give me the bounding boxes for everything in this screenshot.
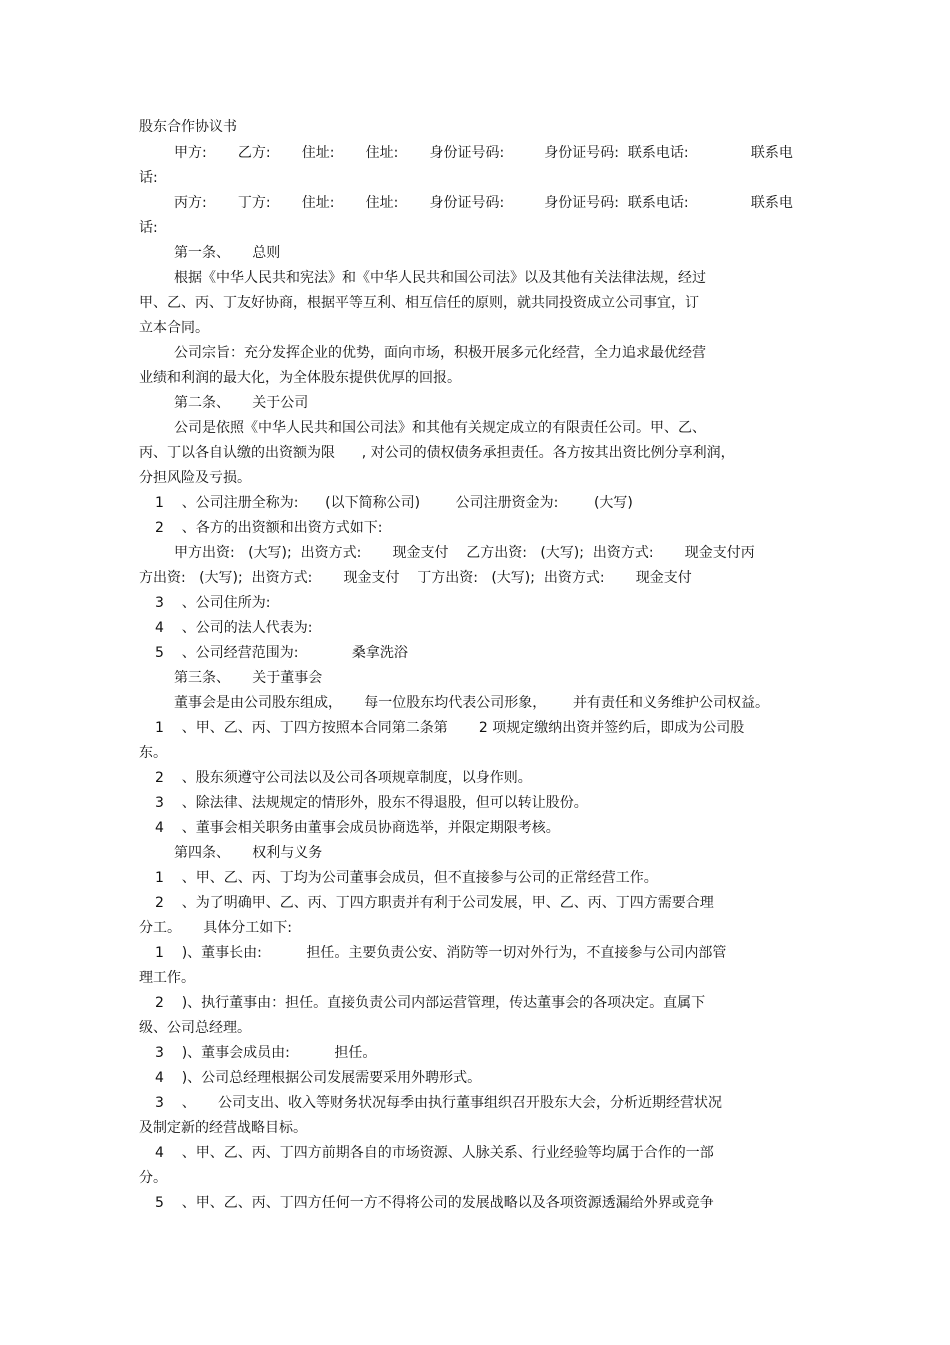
list-item: 3 、 公司支出、收入等财务状况每季由执行董事组织召开股东大会，分析近期经营状况 — [155, 1095, 722, 1111]
paragraph-line: 丙、丁以各自认缴的出资额为限 , 对公司的债权债务承担责任。各方按其出资比例分享利润， — [139, 445, 735, 461]
document-title: 股东合作协议书 — [139, 119, 237, 135]
list-item: 2 )、执行董事由：担任。直接负责公司内部运营管理，传达董事会的各项决定。直属下 — [155, 995, 706, 1011]
list-item: 4 )、公司总经理根据公司发展需要采用外聘形式。 — [155, 1070, 482, 1086]
list-item: 4 、董事会相关职务由董事会成员协商选举，并限定期限考核。 — [155, 820, 560, 836]
list-item: 5 、公司经营范围为: 桑拿洗浴 — [155, 645, 408, 661]
section-heading-2: 第二条、 关于公司 — [174, 395, 309, 411]
paragraph-line: 业绩和利润的最大化，为全体股东提供优厚的回报。 — [139, 370, 461, 386]
list-item: 3 )、董事会成员由: 担任。 — [155, 1045, 377, 1061]
list-item: 2 、为了明确甲、乙、丙、丁四方职责并有利于公司发展，甲、乙、丙、丁四方需要合理 — [155, 895, 714, 911]
party-line-1: 甲方: 乙方: 住址: 住址: 身份证号码: 身份证号码: 联系电话: 联系电 — [174, 145, 793, 161]
section-heading-1: 第一条、 总则 — [174, 245, 281, 261]
list-item: 1 )、董事长由: 担任。主要负责公安、消防等一切对外行为，不直接参与公司内部管 — [155, 945, 727, 961]
list-item: 3 、公司住所为: — [155, 595, 271, 611]
party-line-2-cont: 话: — [139, 220, 158, 236]
section-heading-4: 第四条、 权利与义务 — [174, 845, 323, 861]
paragraph-line: 甲、乙、丙、丁友好协商，根据平等互利、相互信任的原则，就共同投资成立公司事宜，订 — [139, 295, 699, 311]
list-item: 1 、公司注册全称为: (以下简称公司) 公司注册资金为: (大写) — [155, 495, 633, 511]
party-line-1-cont: 话: — [139, 170, 158, 186]
paragraph-line: 方出资: (大写); 出资方式: 现金支付 丁方出资: (大写); 出资方式: 现金支付 — [139, 570, 692, 586]
list-item: 3 、除法律、法规规定的情形外，股东不得退股，但可以转让股份。 — [155, 795, 588, 811]
paragraph-line: 根据《中华人民共和宪法》和《中华人民共和国公司法》以及其他有关法律法规，经过 — [174, 270, 706, 286]
list-item: 4 、公司的法人代表为: — [155, 620, 313, 636]
list-item: 2 、各方的出资额和出资方式如下: — [155, 520, 383, 536]
section-heading-3: 第三条、 关于董事会 — [174, 670, 323, 686]
paragraph-line: 分工。 具体分工如下: — [139, 920, 292, 936]
paragraph-line: 立本合同。 — [139, 320, 209, 336]
party-line-2: 丙方: 丁方: 住址: 住址: 身份证号码: 身份证号码: 联系电话: 联系电 — [174, 195, 793, 211]
list-item: 1 、甲、乙、丙、丁四方按照本合同第二条第 2 项规定缴纳出资并签约后，即成为公司股 — [155, 720, 745, 736]
list-item: 4 、甲、乙、丙、丁四方前期各自的市场资源、人脉关系、行业经验等均属于合作的一部 — [155, 1145, 714, 1161]
list-item: 5 、甲、乙、丙、丁四方任何一方不得将公司的发展战略以及各项资源透漏给外界或竞争 — [155, 1195, 714, 1211]
paragraph-line: 东。 — [139, 745, 167, 761]
paragraph-line: 级、公司总经理。 — [139, 1020, 251, 1036]
paragraph-line: 甲方出资: (大写); 出资方式: 现金支付 乙方出资: (大写); 出资方式: 现金支付丙 — [174, 545, 755, 561]
paragraph-line: 分担风险及亏损。 — [139, 470, 251, 486]
paragraph-line: 公司是依照《中华人民共和国公司法》和其他有关规定成立的有限责任公司。甲、乙、 — [174, 420, 706, 436]
paragraph-line: 董事会是由公司股东组成， 每一位股东均代表公司形象， 并有责任和义务维护公司权益。 — [174, 695, 769, 711]
list-item: 1 、甲、乙、丙、丁均为公司董事会成员，但不直接参与公司的正常经营工作。 — [155, 870, 658, 886]
paragraph-line: 及制定新的经营战略目标。 — [139, 1120, 307, 1136]
paragraph-line: 理工作。 — [139, 970, 195, 986]
paragraph-line: 分。 — [139, 1170, 167, 1186]
list-item: 2 、股东须遵守公司法以及公司各项规章制度，以身作则。 — [155, 770, 532, 786]
paragraph-line: 公司宗旨：充分发挥企业的优势，面向市场，积极开展多元化经营，全力追求最优经营 — [174, 345, 706, 361]
